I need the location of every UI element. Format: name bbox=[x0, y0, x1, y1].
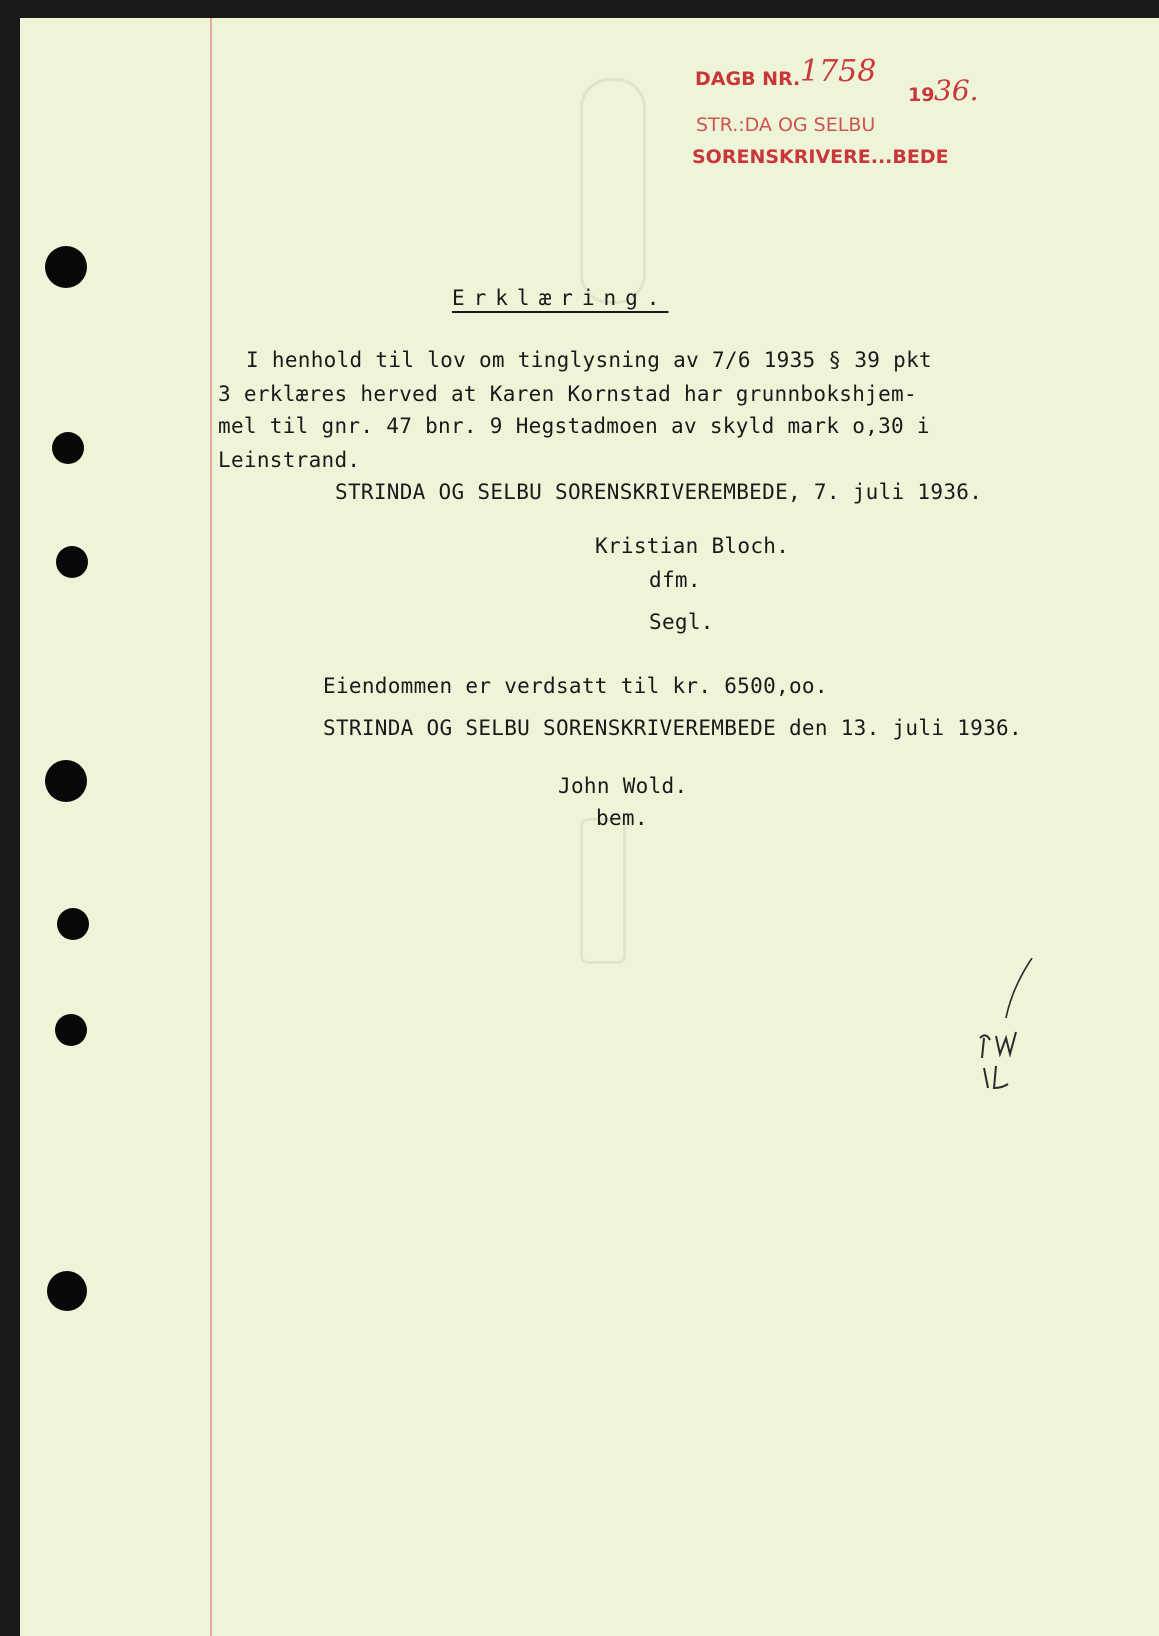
punch-hole bbox=[52, 432, 84, 464]
punch-hole bbox=[47, 1271, 87, 1311]
document-page bbox=[20, 18, 1159, 1636]
body-line: I henhold til lov om tinglysning av 7/6 1935 § 39 pkt bbox=[246, 348, 932, 372]
signer-name: Kristian Bloch. bbox=[595, 534, 790, 558]
bleed-through-mark bbox=[580, 78, 646, 304]
stamp-handwritten-number: 1758 bbox=[800, 54, 877, 89]
body-line: mel til gnr. 47 bnr. 9 Hegstadmoen av skyld mark o,30 i bbox=[218, 414, 930, 438]
stamp-line-3: SORENSKRIVERE...BEDE bbox=[692, 146, 949, 168]
stamp-handwritten-year: 36. bbox=[934, 74, 979, 107]
signer-title: dfm. bbox=[649, 568, 701, 592]
punch-hole bbox=[56, 546, 88, 578]
margin-rule bbox=[210, 18, 212, 1636]
handwritten-initials bbox=[970, 958, 1050, 1098]
body-line: 3 erklæres herved at Karen Kornstad har grunnbokshjem- bbox=[218, 382, 917, 406]
office-date-line: STRINDA OG SELBU SORENSKRIVEREMBEDE den 13. juli 1936. bbox=[323, 716, 1022, 740]
valuation-line: Eiendommen er verdsatt til kr. 6500,oo. bbox=[323, 674, 828, 698]
document-title: Erklæring. bbox=[452, 286, 669, 310]
seal-note: Segl. bbox=[649, 610, 714, 634]
body-line: Leinstrand. bbox=[218, 448, 361, 472]
punch-hole bbox=[57, 908, 89, 940]
office-date-line: STRINDA OG SELBU SORENSKRIVEREMBEDE, 7. juli 1936. bbox=[335, 480, 983, 504]
signer-title: bem. bbox=[596, 806, 648, 830]
stamp-year-prefix: 19 bbox=[908, 84, 935, 106]
signer-name: John Wold. bbox=[558, 774, 688, 798]
stamp-line-2: STR.:DA OG SELBU bbox=[696, 114, 876, 136]
registry-stamp bbox=[695, 68, 800, 90]
punch-hole bbox=[45, 246, 87, 288]
bleed-through-mark bbox=[580, 818, 626, 964]
punch-hole bbox=[45, 760, 87, 802]
stamp-prefix: DAGB NR. bbox=[695, 68, 801, 90]
punch-hole bbox=[55, 1014, 87, 1046]
